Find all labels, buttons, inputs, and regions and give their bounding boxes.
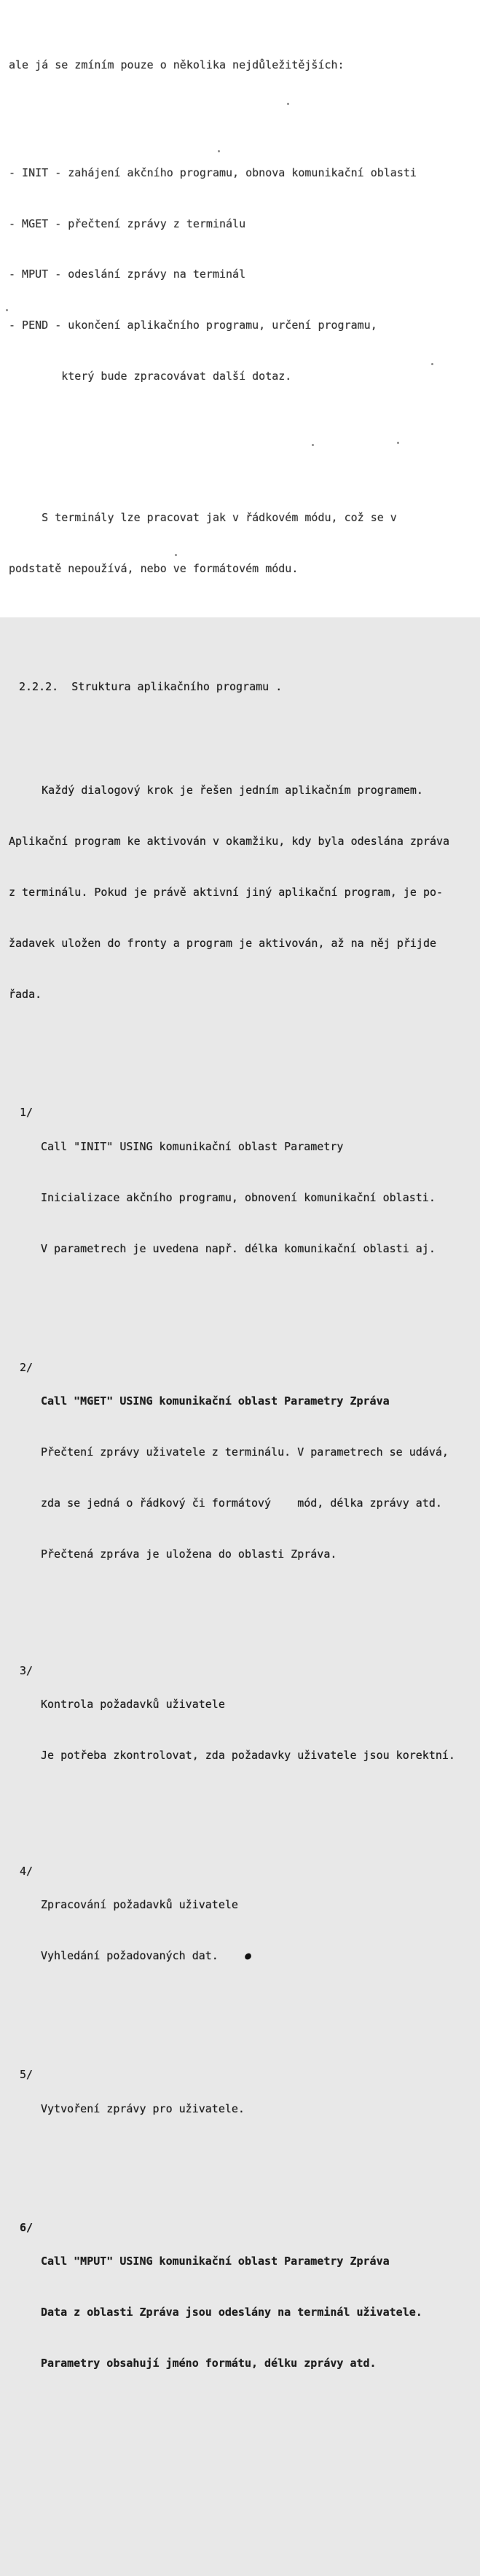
step-line: V parametrech je uvedena např. délka komunikační oblasti aj.	[41, 1241, 436, 1255]
step-number: 4/	[20, 1864, 34, 1878]
step-number: 2/	[20, 1360, 34, 1374]
step-line	[41, 1948, 480, 1964]
paragraph-line: podstatě nepoužívá, nebo ve formátovém módu.	[9, 561, 299, 575]
step-number: 1/	[20, 1106, 34, 1120]
scan-speck	[218, 150, 220, 152]
step-2	[9, 1359, 480, 1597]
paragraph-line: S terminály lze pracovat jak v řádkovém módu, což se v	[9, 510, 397, 524]
step-number: 6/	[20, 2220, 34, 2234]
command-list	[9, 130, 480, 419]
step-line-text: Vyhledání požadovaných dat.	[41, 1949, 219, 1963]
step-line: Zpracování požadavků uživatele	[41, 1898, 238, 1912]
step-line: Přečtení zprávy uživatele z terminálu. V parametrech se udává,	[41, 1445, 449, 1459]
step-line: zda se jedná o řádkový či formátový mód, délka zprávy atd.	[41, 1496, 442, 1510]
step-line: Parametry obsahují jméno formátu, délku zprávy atd.	[41, 2356, 377, 2370]
step-line: Call "MPUT" USING komunikační oblast Parametry Zpráva	[41, 2255, 390, 2268]
step-line: Je potřeba zkontrolovat, zda požadavky uživatele jsou korektní.	[41, 1749, 455, 1763]
scan-speck	[397, 442, 399, 444]
step-line: Vytvoření zprávy pro uživatele.	[41, 2101, 245, 2115]
scan-speck	[287, 103, 289, 105]
command-pend: - PEND - ukončení aplikačního programu, určení programu,	[9, 319, 377, 332]
step-number: 3/	[20, 1663, 34, 1677]
paragraph-line: řada.	[9, 987, 42, 1001]
command-mput: - MPUT - odeslání zprávy na terminál	[9, 268, 246, 281]
command-pend-continuation: který bude zpracovávat další dotaz.	[9, 370, 292, 383]
paragraph-line: z terminálu. Pokud je právě aktivní jiný aplikační program, je po-	[9, 885, 444, 899]
step-6	[9, 2220, 480, 2406]
command-init: - INIT - zahájení akčního programu, obnova komunikační oblasti	[9, 165, 417, 179]
step-line: Přečtená zpráva je uložena do oblasti Zpráva.	[41, 1547, 337, 1561]
step-5	[9, 2066, 480, 2151]
step-number: 5/	[20, 2068, 34, 2082]
scan-speck	[431, 363, 433, 365]
section-heading: 2.2.2. Struktura aplikačního programu .	[19, 680, 283, 694]
step-line: Kontrola požadavků uživatele	[41, 1698, 225, 1712]
step-line: Inicializace akčního programu, obnovení komunikační oblasti.	[41, 1190, 436, 1204]
step-line: Call "INIT" USING komunikační oblast Parametry	[41, 1140, 344, 1153]
paragraph-line: Aplikační program ke aktivován v okamžiku, kdy byla odeslána zpráva	[9, 834, 450, 848]
step-1	[9, 1104, 480, 1291]
paragraph-line: žadavek uložen do fronty a program je aktivován, až na něj přijde	[9, 936, 436, 950]
intro-line: ale já se zmíním pouze o několika nejdůležitějších:	[9, 58, 345, 71]
step-4	[9, 1863, 480, 1999]
step-line: Call "MGET" USING komunikační oblast Parametry Zpráva	[41, 1394, 390, 1408]
terminal-paragraph	[9, 475, 480, 611]
paragraph-line: Každý dialogový krok je řešen jedním aplikačním programem.	[9, 784, 423, 797]
scan-speck	[312, 444, 314, 446]
ink-blot	[244, 1953, 252, 1961]
step-3	[9, 1663, 480, 1798]
structure-paragraph	[9, 748, 480, 1037]
step-line: Data z oblasti Zpráva jsou odeslány na terminál uživatele.	[41, 2306, 422, 2319]
scan-speck	[6, 309, 8, 311]
command-mget: - MGET - přečtení zprávy z terminálu	[9, 216, 246, 230]
scan-speck	[175, 554, 177, 556]
